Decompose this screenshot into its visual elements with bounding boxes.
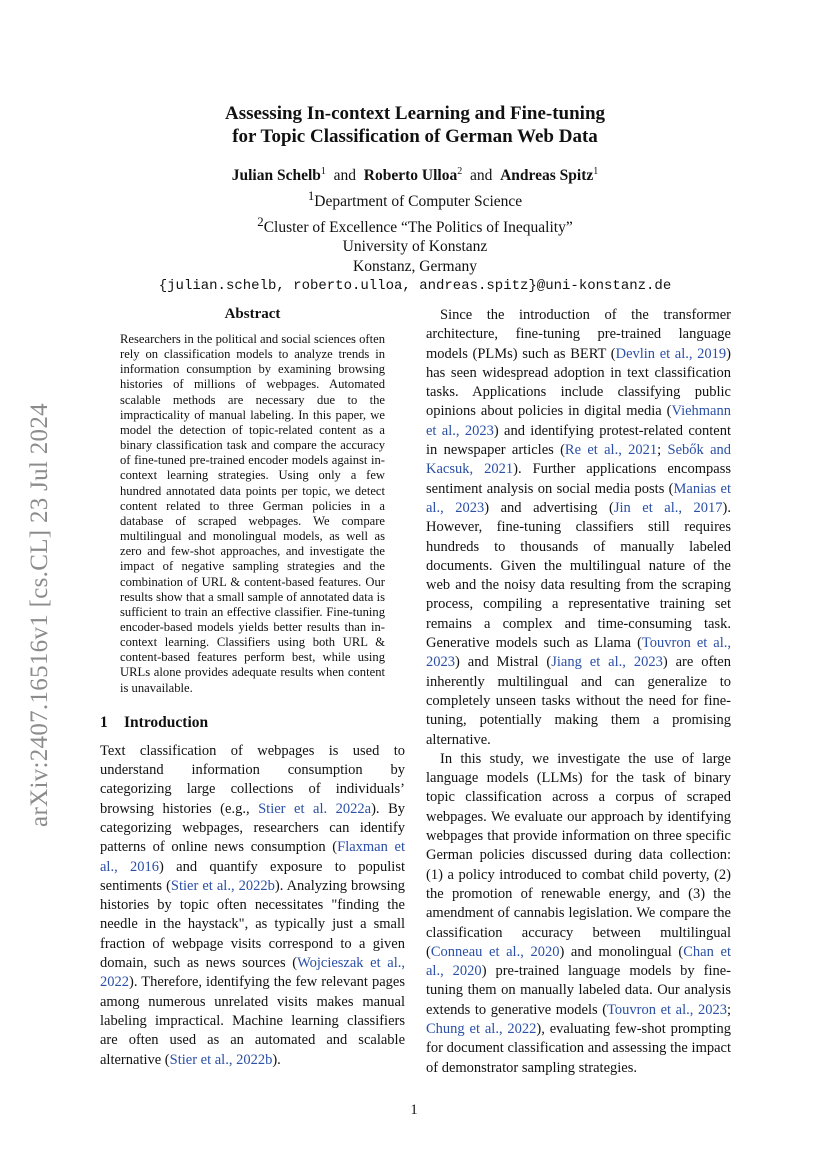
text-run: ). Further applications encompass sentiment analysis on social media posts ( xyxy=(426,461,731,497)
citation-link[interactable]: Manias et al., 2023 xyxy=(426,480,731,516)
left-column xyxy=(100,306,405,1070)
citation-link[interactable]: Jin et al., 2017 xyxy=(613,499,723,516)
intro-paragraph-3 xyxy=(426,750,731,1078)
title-line-2: for Topic Classification of German Web Data xyxy=(232,126,598,147)
text-run: ). Analyzing browsing histories by topic often necessitates "finding the needle in the haystack", as typically just a small fraction of webpage visits correspond to a given domain, such as news sources ( xyxy=(100,877,405,972)
author-name: Julian Schelb xyxy=(231,167,321,185)
citation-link[interactable]: Chan et al., 2020 xyxy=(426,943,731,980)
text-run: ) has seen widespread adoption in text classification tasks. Applications include classifying public opinions about policies in digital media ( xyxy=(426,345,731,420)
citation-link[interactable]: Touvron et al., 2023 xyxy=(426,635,731,671)
text-run: ; xyxy=(657,442,668,459)
affiliation-mark: 1 xyxy=(307,188,315,204)
title-line-1: Assessing In-context Learning and Fine-tuning xyxy=(224,103,606,124)
citation-link[interactable]: Stier et al., 2022b xyxy=(170,877,275,894)
section-title: Introduction xyxy=(124,713,209,731)
text-run: ) pre-trained language models by fine-tuning them on manually labeled data. Our analysis extends to generative models ( xyxy=(426,963,732,1018)
text-run: ), evaluating few-shot prompting for document classification and assessing the impact of demonstrator sampling strategies. xyxy=(426,1020,731,1076)
citation-link[interactable]: Conneau et al., 2020 xyxy=(430,943,560,960)
author-name: Roberto Ulloa xyxy=(363,167,458,185)
author-name: Andreas Spitz xyxy=(500,167,594,185)
author-emails: {julian.schelb, roberto.ulloa, andreas.spitz}@uni-konstanz.de xyxy=(158,278,672,295)
citation-link[interactable]: Flaxman et al., 2016 xyxy=(100,839,406,875)
affiliation-mark: 2 xyxy=(257,213,264,229)
right-column xyxy=(426,306,731,1078)
citation-link[interactable]: Touvron et al., 2023 xyxy=(607,1001,727,1018)
text-run: ) are often inherently multilingual and can generalize to completely unseen tasks without the need for fine-tuning, potentially making them a promising alternative. xyxy=(426,654,731,748)
author-separator: and xyxy=(469,167,493,185)
text-run: ). Therefore, identifying the few relevant pages among numerous unrelated visits makes manual labeling impractical. Machine learning classifiers are often used as an automated and scalable alternative ( xyxy=(100,974,405,1068)
text-run: ). However, fine-tuning classifiers still requires hundreds to thousands of manually labeled documents. Given the multilingual nature of the web and the noisy data resulting from the scraping process, compiling a representative training set remains a complex and time-consuming task. Generative models such as Llama ( xyxy=(426,499,732,652)
arxiv-identifier: arXiv:2407.16516v1 [cs.CL] 23 Jul 2024 xyxy=(26,403,53,827)
text-run: ). By categorizing webpages, researchers can identify patterns of online news consumption ( xyxy=(100,800,406,856)
citation-link[interactable]: Jiang et al., 2023 xyxy=(551,654,663,671)
citation-link[interactable]: Devlin et al., 2019 xyxy=(615,345,727,362)
text-run: ) and quantify exposure to populist sentiments ( xyxy=(100,858,406,894)
text-run: ; xyxy=(726,1001,731,1018)
affiliation-1 xyxy=(100,186,730,212)
citation-link[interactable]: Sebők and Kacsuk, 2021 xyxy=(426,442,731,478)
text-run: ) and Mistral ( xyxy=(455,654,552,671)
location: Konstanz, Germany xyxy=(353,257,477,275)
author-affiliation-mark: 1 xyxy=(593,166,599,177)
affiliation-2 xyxy=(100,212,730,238)
arxiv-sidebar xyxy=(20,370,60,860)
paper-header xyxy=(100,102,730,296)
citation-link[interactable]: Viehmann et al., 2023 xyxy=(426,403,731,439)
text-run: Text classification of webpages is used to understand information consumption by categorizing large collections of individuals’ browsing histories (e.g., xyxy=(100,742,405,817)
paper-title xyxy=(100,102,730,148)
text-run: ) and monolingual ( xyxy=(559,943,684,960)
text-run: In this study, we investigate the use of large language models (LLMs) for the task of binary topic classification across a corpus of scraped webpages. We evaluate our approach by identifying webpages that provide information on three specific German policies discussed during data collection: (1) a policy introduced to combat child poverty, (2) the promotion of renewable energy, and (3) the amendment of cannabis legislation. We compare the classification accuracy between multilingual ( xyxy=(426,750,731,960)
section-number: 1 xyxy=(100,713,108,731)
citation-link[interactable]: Stier et al., 2022b xyxy=(169,1051,273,1068)
section-heading-introduction xyxy=(100,714,405,732)
citation-link[interactable]: Chung et al., 2022 xyxy=(426,1020,537,1037)
citation-link[interactable]: Stier et al. 2022a xyxy=(258,800,372,817)
abstract-heading: Abstract xyxy=(224,306,281,322)
page-number: 1 xyxy=(410,1102,418,1118)
author-list xyxy=(100,162,730,186)
abstract-text: Researchers in the political and social sciences often rely on classification models to analyze trends in information consumption by examining browsing histories of millions of webpages. Automated scalable methods are necessary due to the impracticality of manual labeling. In this paper, we model the detection of topic-related content as a binary classification task and compare the accuracy of fine-tuned pre-trained encoder models against in-context learning strategies. Using only a few hundred annotated data points per topic, we detect content related to three German policies in a database of scraped webpages. We compare multilingual and monolingual models, as well as zero and few-shot approaches, and investigate the impact of negative sampling strategies and the combination of URL & content-based features. Our results show that a small sample of annotated data is sufficient to train an effective classifier. Fine-tuning encoder-based models yields better results than in-context learning. Classifiers using both URL & content-based features perform best, while using URLs alone provides adequate results when content is unavailable. xyxy=(120,332,385,695)
author-separator: and xyxy=(333,167,357,185)
affiliation-text: Department of Computer Science xyxy=(314,193,523,211)
intro-paragraph-1 xyxy=(100,742,405,1070)
affiliation-text: Cluster of Excellence “The Politics of Inequality” xyxy=(263,218,573,236)
text-run: Since the introduction of the transformer architecture, fine-tuning pre-trained language models (PLMs) such as BERT ( xyxy=(426,307,731,362)
text-run: ) and advertising ( xyxy=(484,499,614,516)
text-run: ). xyxy=(272,1051,281,1068)
text-run: ) and identifying protest-related content in newspaper articles ( xyxy=(426,422,732,459)
author-affiliation-mark: 2 xyxy=(457,166,463,177)
intro-paragraph-2 xyxy=(426,306,731,750)
citation-link[interactable]: Re et al., 2021 xyxy=(564,442,658,459)
university: University of Konstanz xyxy=(342,238,488,256)
author-affiliation-mark: 1 xyxy=(320,166,326,177)
citation-link[interactable]: Wojcieszak et al., 2022 xyxy=(100,955,405,991)
